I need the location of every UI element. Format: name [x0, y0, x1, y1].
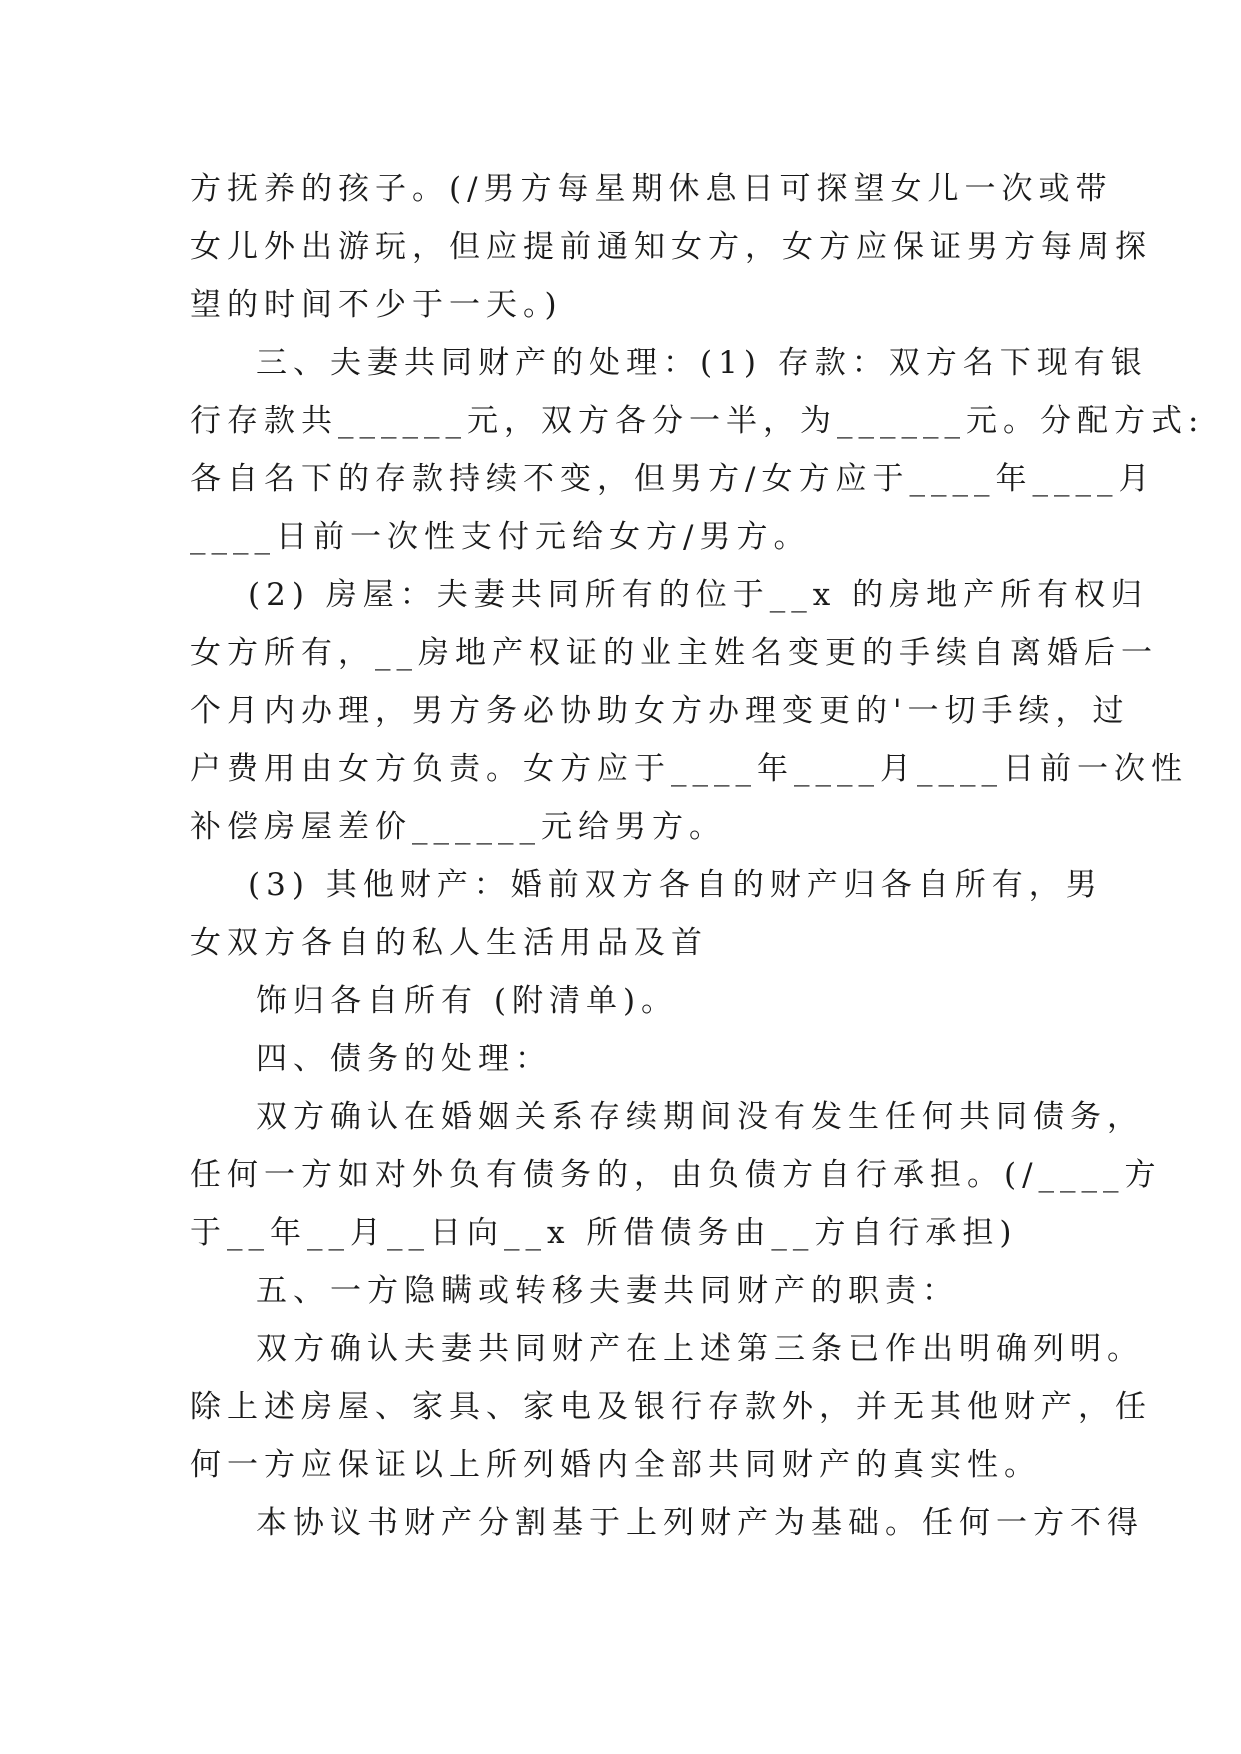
- clause-other-property: (3) 其他财产：婚前双方各自的财产归各自所有，男: [248, 867, 1103, 903]
- body-line: 何一方应保证以上所列婚内全部共同财产的真实性。: [190, 1447, 1041, 1483]
- body-line: 户费用由女方负责。女方应于____年____月____日前一次性: [190, 751, 1188, 787]
- body-line: 女儿外出游玩，但应提前通知女方，女方应保证男方每周探: [190, 229, 1152, 265]
- body-line: 方抚养的孩子。(/男方每星期休息日可探望女儿一次或带: [190, 171, 1113, 207]
- body-line: 各自名下的存款持续不变，但男方/女方应于____年____月: [190, 461, 1156, 497]
- body-line: 于__年__月__日向__x 所借债务由__方自行承担): [190, 1215, 1018, 1251]
- section-heading-debt: 四、债务的处理：: [256, 1041, 552, 1077]
- body-line: 双方确认在婚姻关系存续期间没有发生任何共同债务，: [256, 1099, 1144, 1135]
- body-line: 本协议书财产分割基于上列财产为基础。任何一方不得: [256, 1505, 1144, 1541]
- body-line: 任何一方如对外负有债务的，由负债方自行承担。(/____方: [190, 1157, 1162, 1193]
- body-line: ____日前一次性支付元给女方/男方。: [190, 519, 811, 555]
- document-body: [190, 160, 1205, 1552]
- body-line: 行存款共______元，双方各分一半，为______元。分配方式:: [190, 403, 1205, 439]
- body-line: 双方确认夫妻共同财产在上述第三条已作出明确列明。: [256, 1331, 1144, 1367]
- body-line: 望的时间不少于一天。): [190, 287, 563, 323]
- clause-house: (2) 房屋：夫妻共同所有的位于__x 的房地产所有权归: [248, 577, 1149, 613]
- section-heading-concealment: 五、一方隐瞒或转移夫妻共同财产的职责：: [256, 1273, 959, 1309]
- body-line: 饰归各自所有 (附清单)。: [256, 983, 679, 1019]
- body-line: 除上述房屋、家具、家电及银行存款外，并无其他财产，任: [190, 1389, 1152, 1425]
- body-line: 女双方各自的私人生活用品及首: [190, 925, 708, 961]
- body-line: 补偿房屋差价______元给男方。: [190, 809, 726, 845]
- body-line: 个月内办理，男方务必协助女方办理变更的'一切手续，过: [190, 693, 1130, 729]
- body-line: 女方所有，__房地产权证的业主姓名变更的手续自离婚后一: [190, 635, 1158, 671]
- section-heading-property: 三、夫妻共同财产的处理：(1) 存款：双方名下现有银: [256, 345, 1148, 381]
